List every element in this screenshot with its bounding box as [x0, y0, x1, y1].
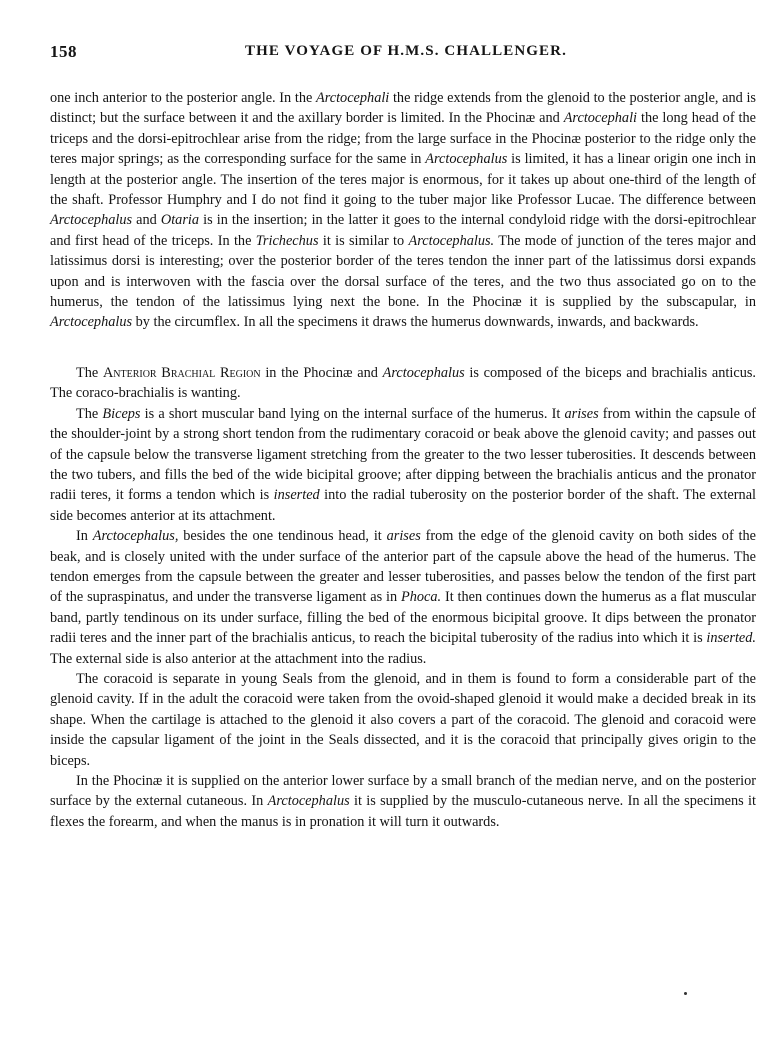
page-number: 158: [50, 42, 77, 61]
italic-term: Arctocephali: [563, 110, 638, 127]
text-run: is limited, it has a linear origin one inch in length at the posterior angle. The insertion of the teres major is enormous, for it takes up about one-third of the length of the shaft. Professor Humphry and I do not find it going to the tuber major like Professor Lucae. The difference between: [50, 151, 757, 209]
text-run: from within the capsule of the shoulder-joint by a strong short tendon from the rudimentary coracoid or beak above the glenoid cavity; and passes out of the capsule below the transverse ligament stretching from the greater to the two lesser tuberosities. It descends between the two tubers, and fills the bed of the wide bicipital groove; after dipping between the brachialis anticus and the pronator radii teres, it forms a tendon which is: [50, 405, 756, 504]
text-run: it is similar to: [318, 232, 409, 249]
italic-term: Arctocephalus: [50, 314, 133, 331]
italic-term: Arctocephalus: [267, 793, 350, 810]
italic-term: Biceps: [102, 405, 141, 422]
text-run: it is supplied by the musculo-cutaneous nerve. In all the specimens it flexes the forearm, and when the manus is in pronation it will turn it outwards.: [50, 793, 756, 830]
text-run: the ridge extends from the glenoid to the posterior angle, and is distinct; but the surface between it and the axillary border is limited. In the Phocinæ and: [50, 90, 756, 127]
text-run: is in the insertion; in the latter it goes to the internal condyloid ridge with the dorsi-epitrochlear and first head of the triceps. In the: [50, 212, 756, 249]
text-run: It then continues down the humerus as a flat muscular band, partly tendinous on its under surface, filling the bed of the enormous bicipital groove. It dips between the pronator radii teres and the inner part of the brachialis anticus, to reach the bicipital tuberosity of the radius into which it is: [50, 589, 756, 647]
text-run: into the radial tuberosity on the posterior border of the shaft. The external side becomes anterior at its attachment.: [50, 487, 757, 524]
text-run: the long head of the triceps and the dorsi-epitrochlear arise from the ridge; from the large surface in the Phocinæ posterior to the ridge only the teres major springs; as the corresponding surface for the same in: [50, 110, 756, 168]
text-run: In: [76, 528, 93, 545]
text-run: The external side is also anterior at the attachment into the radius.: [50, 650, 427, 667]
text-run: from the edge of the glenoid cavity on both sides of the beak, and is closely united with the under surface of the anterior part of the capsule above the head of the humerus. The tendon emerges from the capsule between the greater and lesser tuberosities, and passes below the tendon of the first part of the supraspinatus, and under the transverse ligament as in: [50, 528, 757, 606]
page-speck: [684, 992, 687, 995]
page-header: [50, 42, 762, 66]
paragraph: [50, 363, 756, 404]
text-run: and: [132, 212, 161, 229]
text-run: In the Phocinæ it is supplied on the anterior lower surface by a small branch of the median nerve, and on the posterior surface by the external cutaneous. In: [50, 773, 756, 810]
paragraph: [50, 669, 756, 771]
text-run: The: [76, 364, 103, 381]
text-run: one inch anterior to the posterior angle. In the: [50, 90, 316, 106]
section-gap: [50, 333, 756, 363]
italic-term: inserted: [273, 487, 320, 504]
running-title: THE VOYAGE OF H.M.S. CHALLENGER.: [245, 43, 567, 59]
text-run: The: [76, 405, 103, 422]
italic-term: inserted.: [706, 630, 756, 647]
italic-term: arises: [386, 528, 421, 545]
italic-term: Arctocephalus: [425, 151, 508, 168]
paragraph: [50, 771, 756, 832]
section-heading: Anterior Brachial Region: [102, 364, 261, 381]
text-run: in the Phocinæ and: [260, 364, 383, 381]
italic-term: Phoca.: [401, 589, 442, 606]
italic-term: Arctocephalus: [382, 364, 465, 381]
text-run: besides the one tendinous head, it: [178, 528, 387, 545]
paragraph: [50, 404, 756, 526]
body-text: [50, 88, 756, 832]
text-run: The coracoid is separate in young Seals from the glenoid, and in them is found to form a considerable part of the glenoid cavity. If in the adult the coracoid were taken from the ovoid-shaped glenoid it would make a decided break in its shape. When the cartilage is attached to the glenoid it also covers a part of the coracoid. The glenoid and coracoid were inside the capsular ligament of the joint in the Seals dissected, and it is the coracoid that principally gives origin to the biceps.: [50, 670, 756, 769]
italic-term: arises: [564, 405, 599, 422]
italic-term: Arctocephalus: [50, 212, 133, 229]
paragraph: [50, 526, 756, 669]
italic-term: Trichechus: [255, 232, 319, 249]
text-run: The mode of junction of the teres major and latissimus dorsi is interesting; over the posterior border of the teres tendon the inner part of the latissimus dorsi expands upon and is interwoven with the fascia over the dorsal surface of the teres, and the two thus associated go on to the humerus, the tendon of the latissimus lying next the bone. In the Phocinæ it is supplied by the subscapular, in: [50, 232, 756, 311]
paragraph: [50, 88, 756, 333]
text-run: by the circumflex. In all the specimens it draws the humerus downwards, inwards, and backwards.: [132, 314, 699, 331]
italic-term: Otaria: [160, 212, 200, 229]
italic-term: Arctocephalus.: [408, 232, 495, 249]
italic-term: Arctocephalus,: [92, 528, 179, 545]
text-run: is composed of the biceps and brachialis anticus. The coraco-brachialis is wanting.: [50, 364, 756, 402]
text-run: is a short muscular band lying on the internal surface of the humerus. It: [140, 405, 565, 422]
italic-term: Arctocephali: [315, 90, 390, 106]
